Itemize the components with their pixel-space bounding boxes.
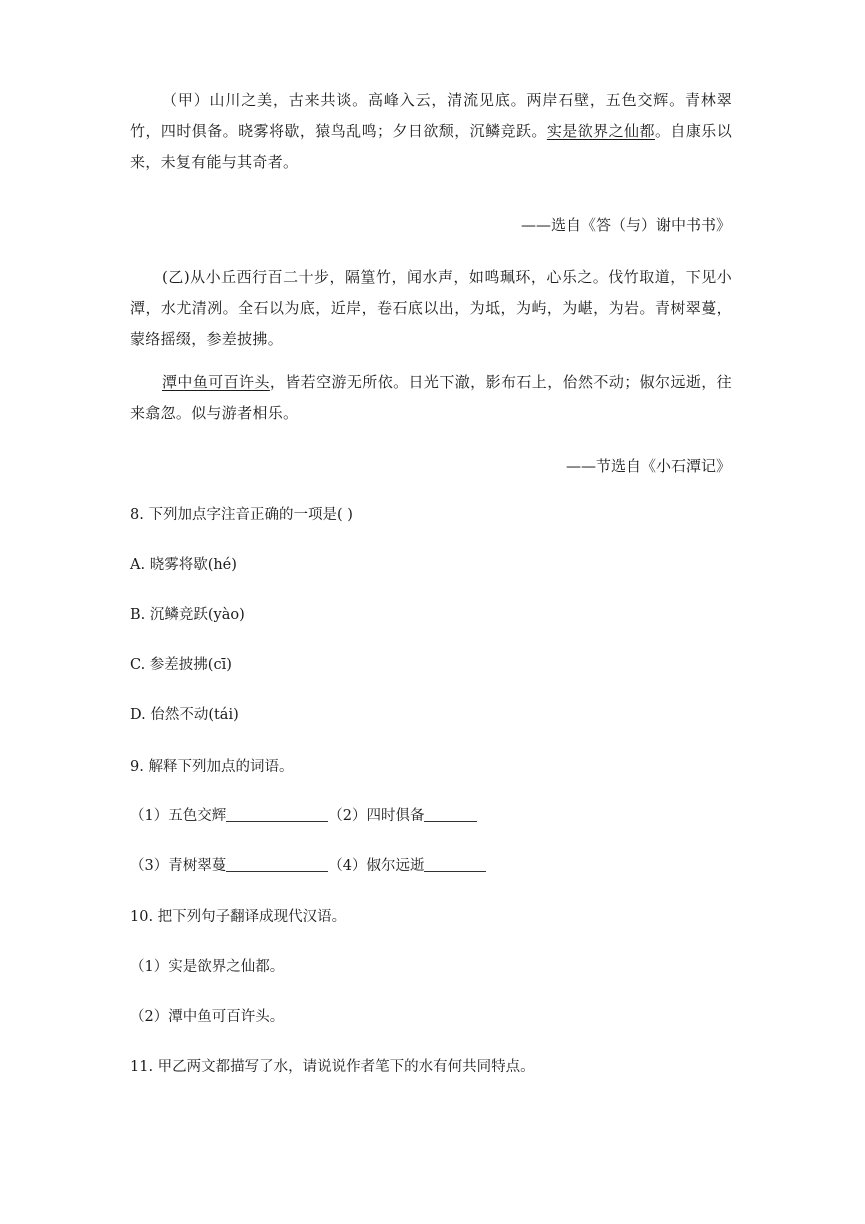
underlined-sentence-jia: 实是欲界之仙都 xyxy=(546,122,655,140)
question-9-item-2: （2）四时俱备 xyxy=(328,808,425,824)
passage-yi-source: ——节选自《小石潭记》 xyxy=(565,457,731,475)
question-10-sentence-2: （2）潭中鱼可百许头。 xyxy=(130,1009,285,1025)
question-9-item-1: （1）五色交辉 xyxy=(130,808,227,824)
question-9-item-3: （3）青树翠蔓 xyxy=(130,858,227,874)
passage-jia-text-after: 。自康乐以来，未复有能与其奇者。 xyxy=(130,122,732,171)
passage-yi-paragraph-1: (乙)从小丘西行百二十步，隔篁竹，闻水声，如鸣珮环，心乐之。伐竹取道，下见小潭，水尤清冽。全石以为底，近岸，卷石底以出，为坻，为屿，为嵁，为岩。青树翠蔓，蒙络摇缀，参差披拂。 xyxy=(130,268,732,348)
answer-blank-1[interactable] xyxy=(226,807,328,822)
question-11-stem: 11. 甲乙两文都描写了水，请说说作者笔下的水有何共同特点。 xyxy=(130,1059,535,1075)
question-8-option-a: A. 晓雾将歇(hé) xyxy=(130,557,237,573)
passage-jia-paragraph xyxy=(130,85,732,178)
underlined-sentence-yi: 潭中鱼可百许头 xyxy=(162,373,270,391)
question-9-row-2 xyxy=(130,856,486,876)
question-10-stem: 10. 把下列句子翻译成现代汉语。 xyxy=(130,909,347,925)
question-8-option-b: B. 沉鳞竞跃(yào) xyxy=(130,607,245,623)
passage-yi-text-after: ，皆若空游无所依。日光下澈，影布石上，佁然不动；俶尔远逝，往来翕忽。似与游者相乐。 xyxy=(130,373,732,422)
question-8-stem: 8. 下列加点字注音正确的一项是( ) xyxy=(130,507,353,523)
question-9-stem: 9. 解释下列加点的词语。 xyxy=(130,759,294,775)
question-10-sentence-1: （1）实是欲界之仙都。 xyxy=(130,959,285,975)
passage-jia-text-before: （甲）山川之美，古来共谈。高峰入云，清流见底。两岸石壁，五色交辉。青林翠竹，四时俱备。晓雾将歇，猿鸟乱鸣；夕日欲颓，沉鳞竞跃。 xyxy=(130,91,732,140)
passage-yi-paragraph-2 xyxy=(130,367,732,429)
question-8-option-c: C. 参差披拂(cī) xyxy=(130,657,232,673)
question-9-item-4: （4）俶尔远逝 xyxy=(328,858,425,874)
passage-jia-source: ——选自《答（与）谢中书书》 xyxy=(520,216,731,234)
answer-blank-3[interactable] xyxy=(226,857,328,872)
answer-blank-2[interactable] xyxy=(424,807,477,822)
question-8-option-d: D. 佁然不动(tái) xyxy=(130,707,239,723)
answer-blank-4[interactable] xyxy=(424,857,486,872)
question-9-row-1 xyxy=(130,806,477,826)
